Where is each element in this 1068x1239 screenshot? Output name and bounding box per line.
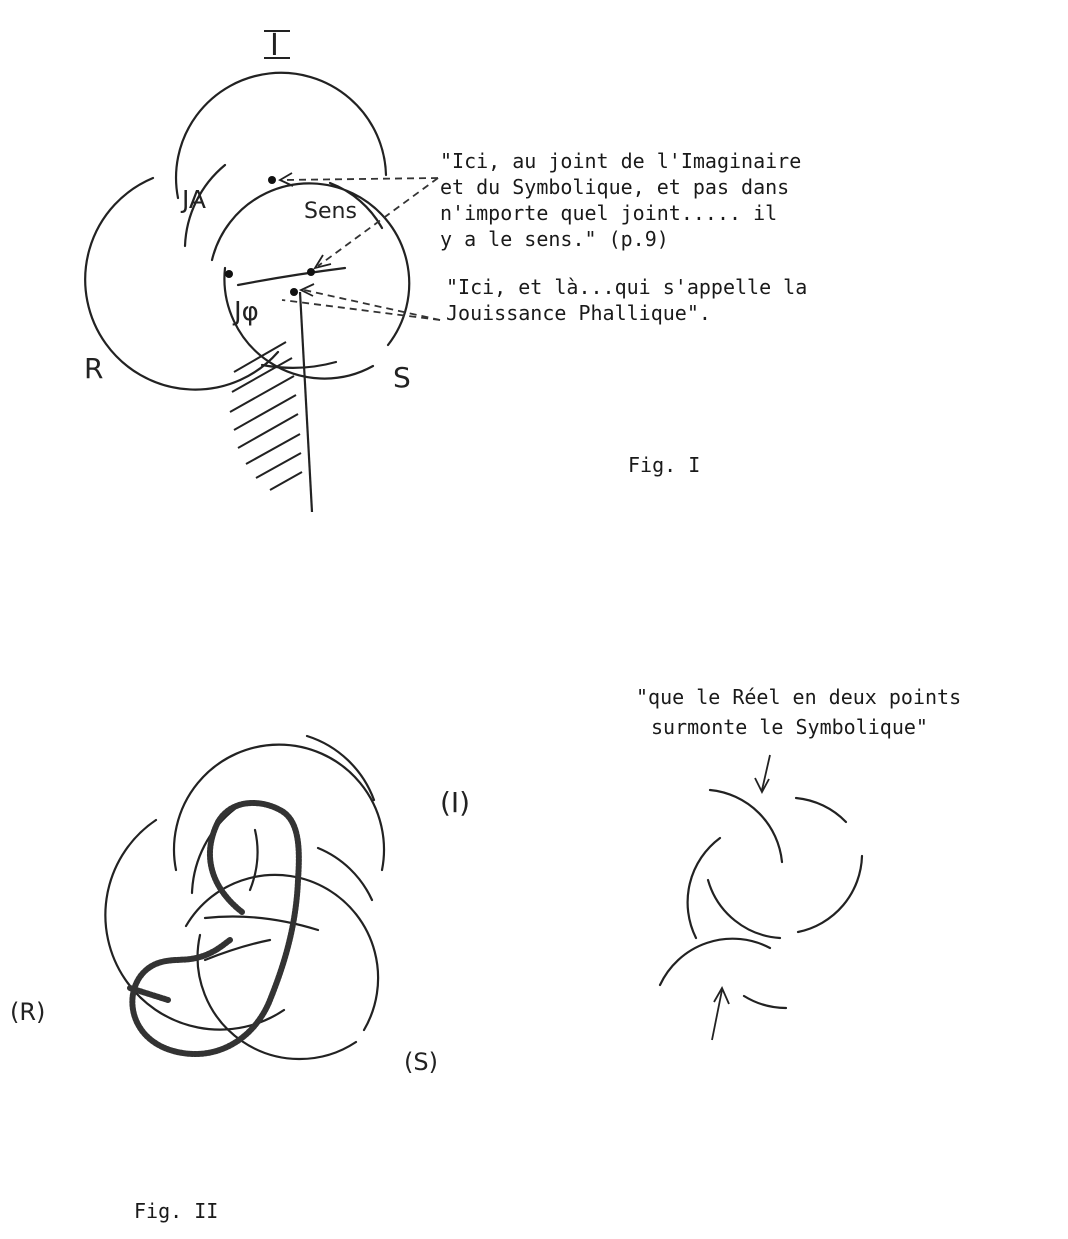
fig1-arrows (280, 173, 440, 320)
fig1-quote2-line1: "Ici, et là...qui s'appelle la (446, 275, 808, 299)
fig2-inner-arc-3 (250, 830, 258, 890)
fig2-quote (636, 685, 973, 739)
fig1-quote1-line2: et du Symbolique, et pas dans (440, 175, 790, 199)
fig2-arrows (712, 755, 770, 1040)
figure-1 (84, 28, 819, 512)
fig1-dot-left (225, 270, 233, 278)
fig1-label-S: S (393, 361, 411, 394)
fig1-quote1-line4: y a le sens." (p.9) (440, 227, 669, 251)
fig1-vertical-line (300, 292, 312, 512)
fig2-label-R: (R) (10, 998, 46, 1026)
fig2-label-I: (I) (440, 786, 471, 819)
figure-2 (10, 685, 973, 1223)
fig1-quote1 (440, 149, 813, 251)
fig1-label-JA: JA (182, 185, 207, 214)
fig1-label-jphi: Jφ (234, 297, 259, 327)
fig1-label-sens: Sens (304, 199, 357, 224)
fig2-inner-arc (205, 917, 318, 931)
fig1-quote2-line2: Jouissance Phallique". (446, 301, 711, 325)
fig2-ring-imaginary (174, 736, 384, 870)
fig2-caption: Fig. II (134, 1199, 219, 1223)
fig1-dot-ia (268, 176, 276, 184)
fig1-quote1-line1: "Ici, au joint de l'Imaginaire (440, 149, 802, 173)
fig2-quote-line1: "que le Réel en deux points (636, 685, 962, 709)
fig1-label-R: R (84, 352, 104, 385)
fig1-quote2 (446, 275, 819, 325)
fig1-dot-jphi (290, 288, 298, 296)
fig1-label-I (264, 28, 290, 63)
fig2-quote-line2: surmonte le Symbolique" (651, 715, 928, 739)
fig2-small-knot (660, 790, 862, 1008)
fig1-caption: Fig. I (628, 453, 701, 477)
fig1-inner-arc (238, 268, 345, 285)
fig1-quote1-line3: n'importe quel joint..... il (440, 201, 778, 225)
fig1-ring-I-label: I (270, 28, 279, 63)
fig2-label-S: (S) (404, 1048, 438, 1076)
